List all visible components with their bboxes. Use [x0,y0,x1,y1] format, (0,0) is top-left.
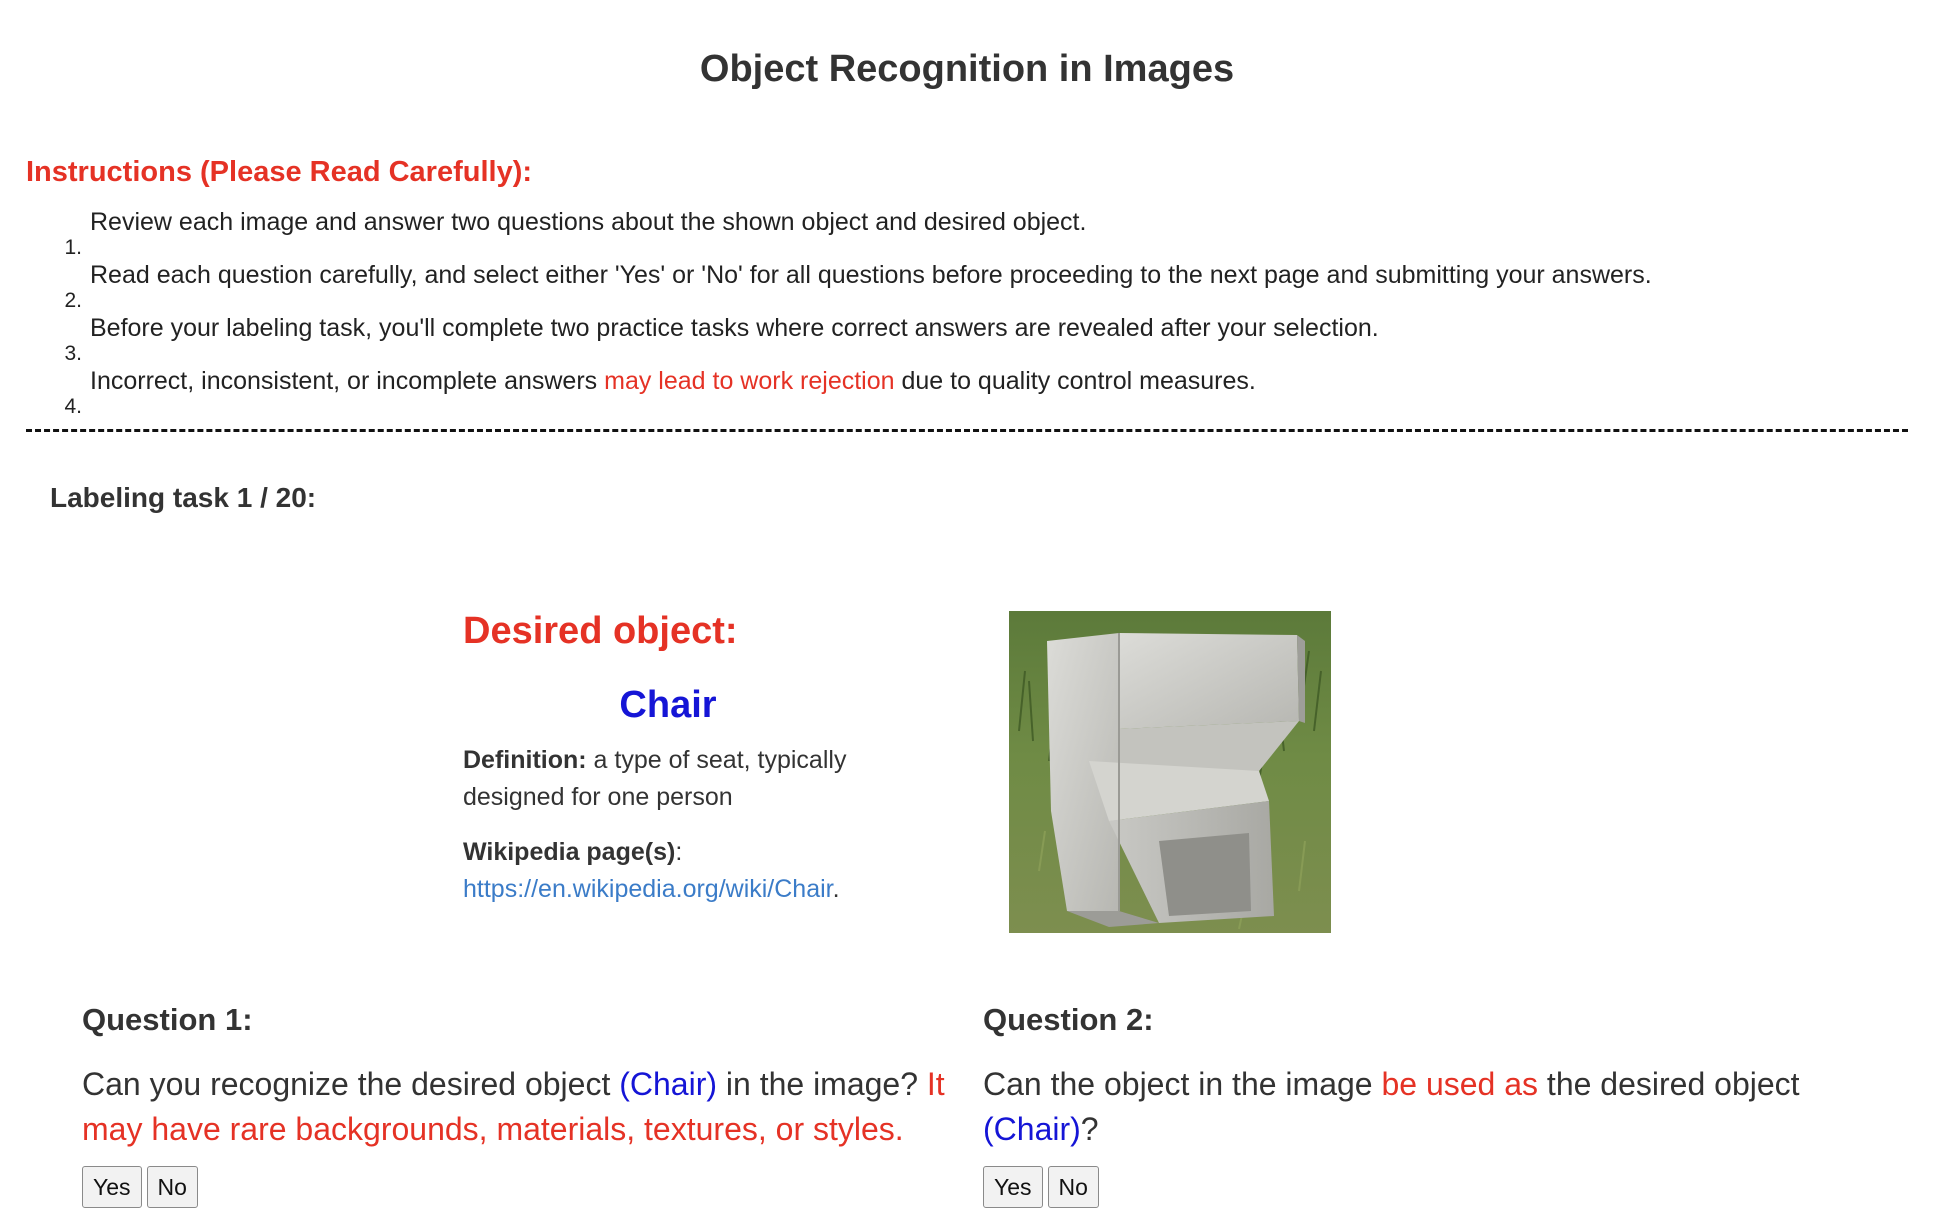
instructions-heading: Instructions (Please Read Carefully): [26,156,533,188]
concrete-chair-photo [1009,611,1331,933]
q1-no-button[interactable]: No [147,1166,198,1208]
definition-label: Definition: [463,746,587,774]
desired-object-heading: Desired object: [463,610,738,652]
instruction-number: 4. [64,395,82,418]
instruction-number: 3. [64,342,82,365]
q1-text-part: in the image? [717,1066,927,1102]
instruction-number: 2. [64,289,82,312]
definition-text: a type of seat, typically designed for one person [463,746,847,811]
instruction-text: Review each image and answer two questions about the shown object and desired object. [90,208,1087,236]
wikipedia-period: . [832,875,840,903]
question-2-text [983,1062,1863,1152]
page-title: Object Recognition in Images [699,48,1235,90]
object-definition [463,742,893,816]
q2-emphasis: be used as [1381,1066,1539,1102]
question-1-heading: Question 1: [82,1002,253,1037]
object-image [1009,611,1331,933]
desired-object-name: Chair [619,684,717,726]
instruction-text: Read each question carefully, and select either 'Yes' or 'No' for all questions before proceeding to the next page and submitting your answers. [90,261,1652,289]
instruction-item [64,257,1652,312]
wikipedia-label: Wikipedia page(s) [463,838,676,866]
instruction-text: Incorrect, inconsistent, or incomplete answers [90,367,605,395]
instruction-item [64,310,1652,365]
question-1-text [82,1062,962,1152]
task-counter: Labeling task 1 / 20: [50,482,317,513]
wikipedia-section [463,834,893,908]
instruction-item [64,204,1652,259]
q2-no-button[interactable]: No [1048,1166,1099,1208]
q2-yes-button[interactable]: Yes [983,1166,1043,1208]
q2-object-label: (Chair) [983,1111,1081,1147]
question-1 [82,1000,962,1208]
q1-yes-button[interactable]: Yes [82,1166,142,1208]
instructions-list [64,204,1652,418]
instruction-number: 1. [64,236,82,259]
instruction-text: due to quality control measures. [894,367,1256,395]
instruction-text: Before your labeling task, you'll complete two practice tasks where correct answers are revealed after your selection. [90,314,1379,342]
question-1-answers [82,1166,962,1208]
q2-text-part: the desired object [1538,1066,1800,1102]
q1-emphasis: It may have rare backgrounds, materials, textures, or styles. [82,1066,945,1147]
section-divider [26,429,1908,432]
q2-text-part: Can the object in the image [983,1066,1382,1102]
instruction-item [64,363,1652,418]
wikipedia-colon: : [675,838,683,866]
rejection-warning: may lead to work rejection [604,367,895,395]
q2-text-part: ? [1080,1111,1099,1147]
q1-object-label: (Chair) [619,1066,717,1102]
wikipedia-link[interactable]: https://en.wikipedia.org/wiki/Chair [463,875,833,903]
question-2-answers [983,1166,1863,1208]
q1-text-part: Can you recognize the desired object [82,1066,620,1102]
question-2-heading: Question 2: [983,1002,1154,1037]
question-2 [983,1000,1863,1208]
